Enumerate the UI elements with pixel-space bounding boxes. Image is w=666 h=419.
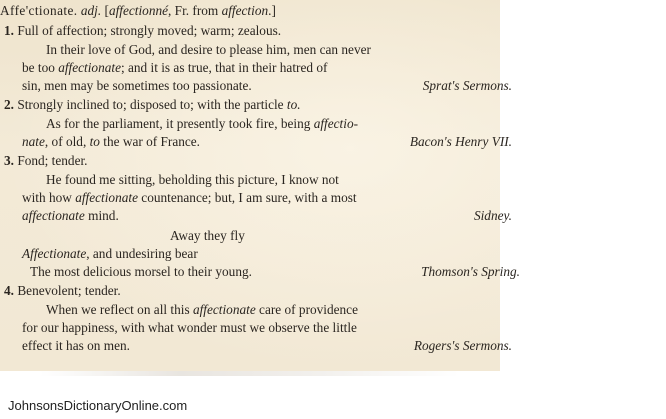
quote-line: When we reflect on all this affectionate care of providence — [46, 302, 358, 317]
verse-line: The most delicious morsel to their young. Thomson's Spring. — [30, 264, 520, 279]
footer-strip — [0, 371, 500, 419]
quote-line: nate, of old, to the war of France. Bacon's Henry VII. — [22, 134, 512, 149]
quote-source: Rogers's Sermons. — [413, 338, 512, 353]
verse-source: Thomson's Spring. — [421, 264, 520, 279]
quote-line: with how affectionate countenance; but, I am sure, with a most — [22, 190, 357, 205]
site-url[interactable]: JohnsonsDictionaryOnline.com — [8, 398, 188, 413]
quote-line: for our happiness, with what wonder must we observe the little — [22, 320, 357, 335]
verse-line: Away they fly — [170, 228, 245, 243]
quote-line: sin, men may be sometimes too passionate. Sprat's Sermons. — [22, 78, 512, 93]
part-of-speech: adj. — [80, 3, 102, 18]
cropped-text-remnant — [40, 371, 460, 376]
etymology: [affectionné, Fr. from affection.] — [104, 3, 276, 18]
quote-line: As for the parliament, it presently took fire, being affectio- — [46, 116, 359, 131]
quote-line: In their love of God, and desire to please him, men can never — [46, 42, 371, 57]
sense-number: 2. — [4, 97, 14, 112]
quote-source: Bacon's Henry VII. — [409, 134, 512, 149]
quote-source: Sidney. — [473, 208, 512, 223]
quote-line: be too affectionate; and it is as true, that in their hatred of — [22, 60, 328, 75]
sense-number: 1. — [4, 23, 14, 38]
sense-number: 4. — [4, 283, 14, 298]
sense-number: 3. — [4, 153, 14, 168]
quote-source: Sprat's Sermons. — [422, 78, 512, 93]
quote-line: affectionate mind. Sidney. — [22, 208, 512, 223]
quote-line: effect it has on men. Rogers's Sermons. — [22, 338, 512, 353]
sense-1-definition: 1. Full of affection; strongly moved; warm; zealous. — [4, 23, 282, 38]
verse-line: Affectionate, and undesiring bear — [22, 246, 198, 261]
sense-3-definition: 3. Fond; tender. — [4, 153, 88, 168]
entry-heading — [0, 2, 496, 20]
headword: Affe'ctionate. — [0, 3, 78, 18]
sense-4-definition: 4. Benevolent; tender. — [4, 283, 121, 298]
sense-2-definition: 2. Strongly inclined to; disposed to; with the particle to. — [4, 97, 301, 112]
quote-line: He found me sitting, beholding this picture, I know not — [46, 172, 339, 187]
